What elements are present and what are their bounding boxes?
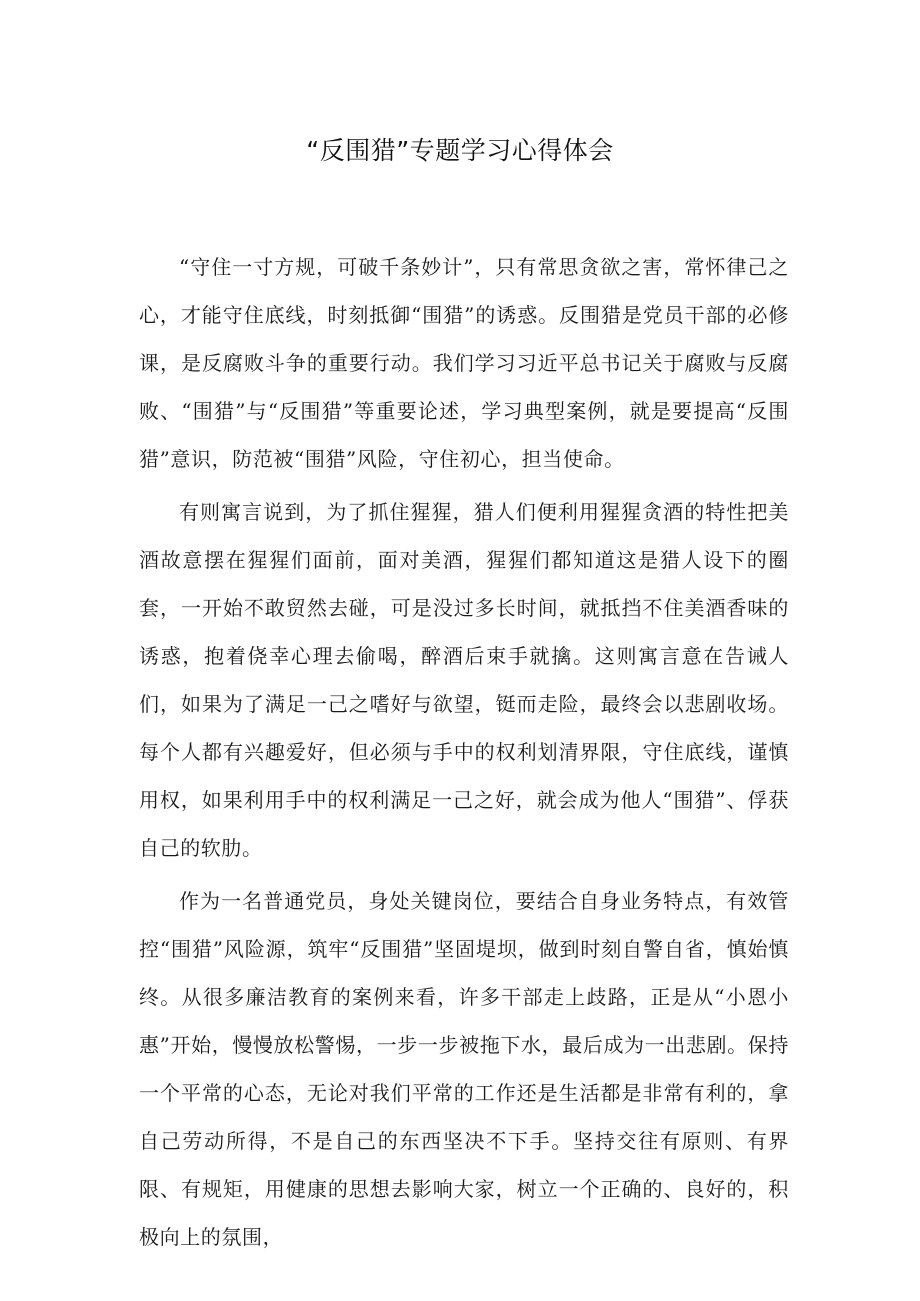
paragraph-1: “守住一寸方规，可破千条妙计”，只有常思贪欲之害，常怀律己之心，才能守住底线，时刻抵御“围猎”的诱惑。反围猎是党员干部的必修课，是反腐败斗争的重要行动。我们学习习近平总书记关于腐败与反腐败、“围猎”与“反围猎”等重要论述，学习典型案例，就是要提高“反围猎”意识，防范被“围猎”风险，守住初心，担当使命。 — [139, 255, 789, 471]
paragraph-2: 有则寓言说到，为了抓住猩猩，猎人们便利用猩猩贪酒的特性把美酒故意摆在猩猩们面前，面对美酒，猩猩们都知道这是猎人设下的圈套，一开始不敢贸然去碰，可是没过多长时间，就抵挡不住美酒香味的诱惑，抱着侥幸心理去偷喝，醉酒后束手就擒。这则寓言意在告诫人们，如果为了满足一己之嗜好与欲望，铤而走险，最终会以悲剧收场。每个人都有兴趣爱好，但必须与手中的权利划清界限，守住底线，谨慎用权，如果利用手中的权利满足一己之好，就会成为他人“围猎”、俘获自己的软肋。 — [139, 500, 789, 860]
document-body — [139, 243, 789, 1266]
document-title: “反围猎”专题学习心得体会 — [306, 136, 614, 165]
paragraph-3: 作为一名普通党员，身处关键岗位，要结合自身业务特点，有效管控“围猎”风险源，筑牢“反围猎”坚固堤坝，做到时刻自警自省，慎始慎终。从很多廉洁教育的案例来看，许多干部走上歧路，正是从“小恩小惠”开始，慢慢放松警惕，一步一步被拖下水，最后成为一出悲剧。保持一个平常的心态，无论对我们平常的工作还是生活都是非常有利的，拿自己劳动所得，不是自己的东西坚决不下手。坚持交往有原则、有界限、有规矩，用健康的思想去影响大家，树立一个正确的、良好的，积极向上的氛围， — [139, 889, 789, 1249]
